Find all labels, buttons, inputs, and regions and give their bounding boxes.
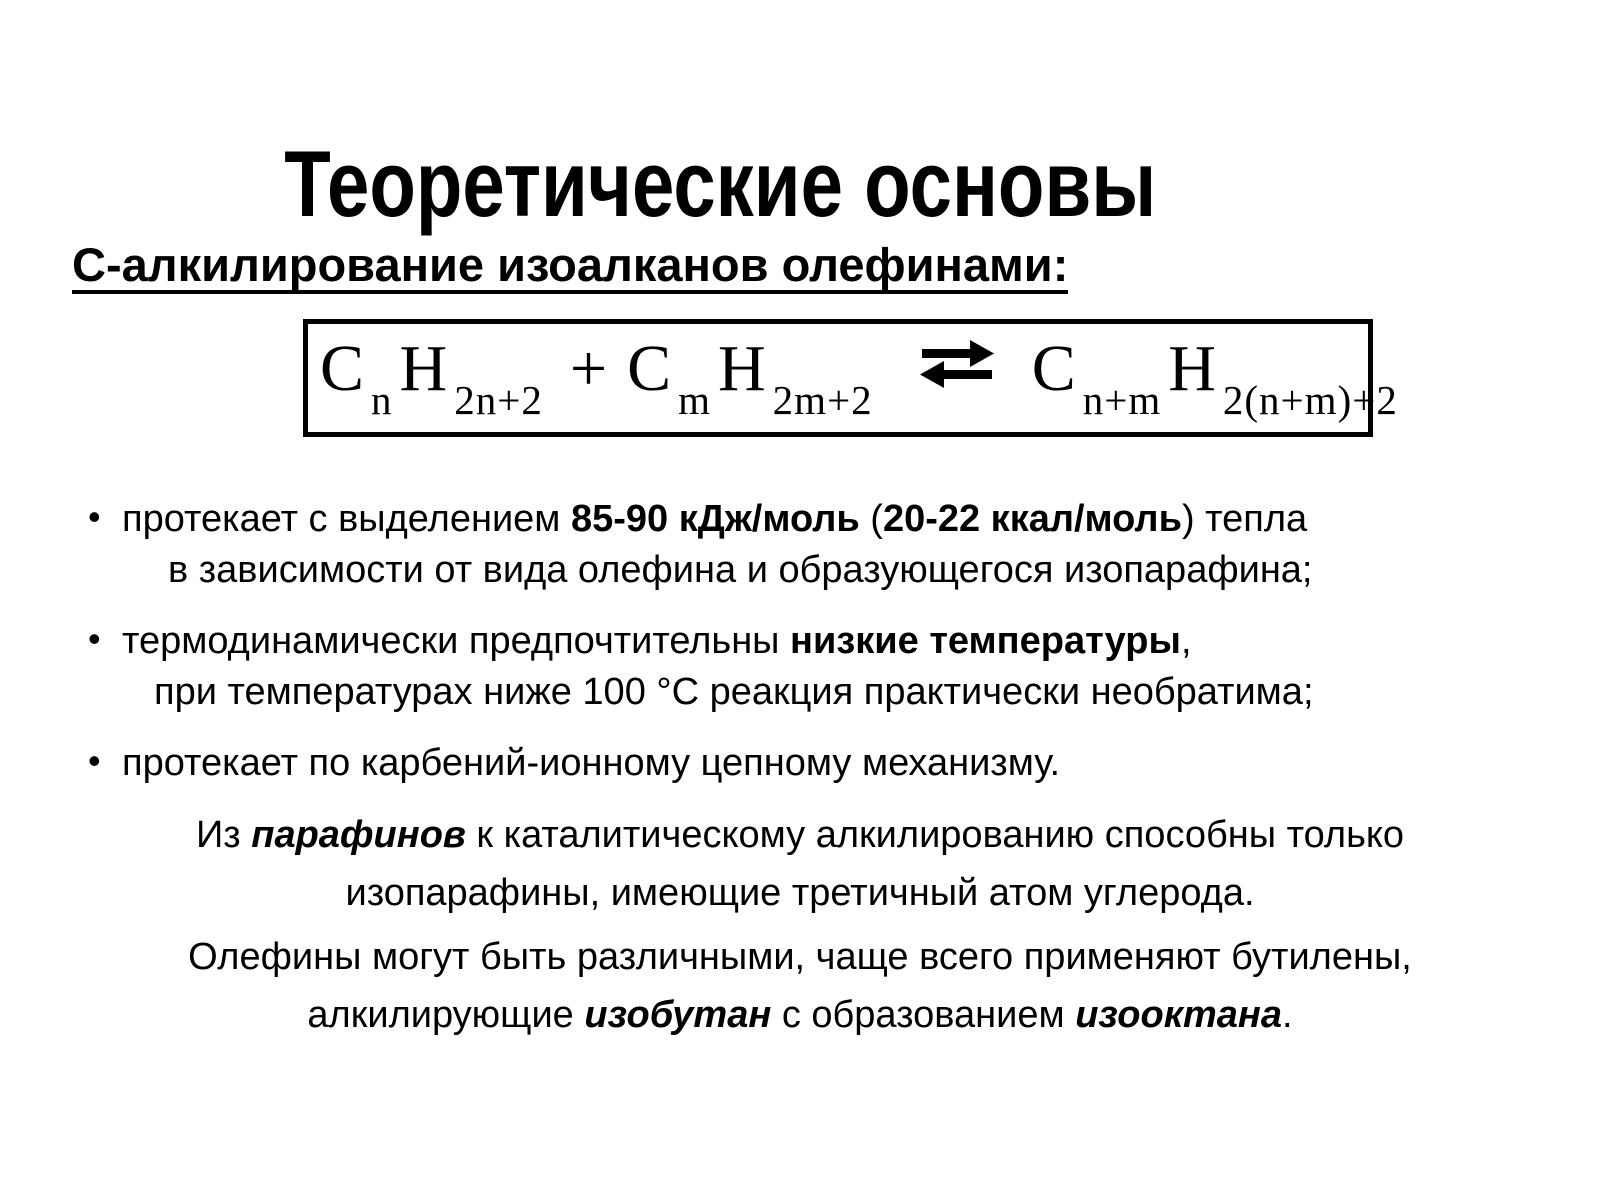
formula-term: H $_{2(n+m)+2}$ (1168, 332, 1398, 423)
slide-title-text: Теоретические основы (283, 130, 1157, 236)
formula-subscript: 2(n+m)+2 (1222, 377, 1398, 423)
formula-subscript: 2n+2 (454, 377, 543, 423)
bullet-marker-icon: • (88, 496, 101, 537)
formula-subscript: 2m+2 (772, 377, 873, 423)
bullet-list (88, 494, 1558, 809)
bullet-marker-icon: • (88, 740, 101, 781)
formula-term: C $_m$ (627, 332, 711, 423)
formula-term: H $_{2n+2}$ (399, 332, 543, 423)
paragraph-parafins (10, 806, 1590, 922)
formula-term: C $_{n+m}$ (1031, 332, 1162, 423)
paragraph-olefins (10, 928, 1590, 1044)
plus-sign: + (569, 332, 608, 405)
formula-term: C $_n$ (320, 332, 393, 423)
bullet-item-1 (88, 494, 1558, 596)
slide-title (0, 129, 1440, 239)
formula-subscript: n+m (1082, 377, 1162, 423)
bullet-item-2 (88, 616, 1558, 718)
reaction-formula-box (303, 319, 1398, 437)
bullet-continuation-line: при температурах ниже 100 °С реакция практически необратима; (154, 671, 1314, 713)
section-heading-text: С-алкилирование изоалканов олефинами: (72, 242, 1068, 294)
paragraph-line: алкилирующие изобутан с образованием изооктана. (307, 994, 1293, 1036)
paragraph-line: Олефины могут быть различными, чаще всего применяют бутилены, (188, 936, 1412, 978)
equilibrium-arrow-icon (916, 324, 996, 414)
formula-subscript: m (678, 377, 711, 423)
formula-subscript: n (371, 377, 393, 423)
bullet-continuation-line: в зависимости от вида олефина и образующегося изопарафина; (168, 549, 1313, 591)
formula-term: H $_{2m+2}$ (718, 332, 873, 423)
section-heading (72, 238, 1069, 294)
bullet-line: термодинамически предпочтительны низкие температуры, (122, 620, 1192, 662)
reaction-formula (308, 324, 1398, 445)
bullet-marker-icon: • (88, 618, 101, 659)
bullet-line: протекает с выделением 85-90 кДж/моль (20-22 ккал/моль) тепла (122, 498, 1308, 540)
bullet-item-3 (88, 738, 1558, 789)
paragraph-line: изопарафины, имеющие третичный атом углерода. (345, 872, 1255, 914)
bullet-line: протекает по карбений-ионному цепному механизму. (122, 742, 1061, 784)
paragraph-line: Из парафинов к каталитическому алкилированию способны только (195, 814, 1405, 856)
